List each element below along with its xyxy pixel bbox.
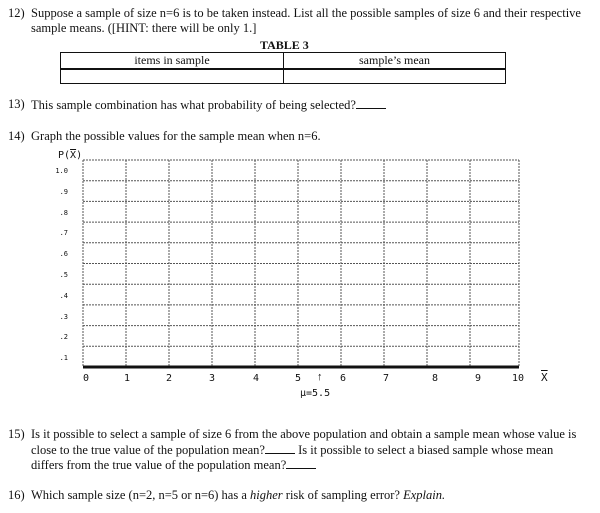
- y-tick-label: .1: [59, 354, 68, 363]
- x-tick-label: 4: [253, 373, 260, 384]
- y-tick-label: .8: [59, 208, 68, 217]
- x-tick-label: 8: [432, 373, 439, 384]
- question-15-line2b: Is it possible to select a biased sample whose mean: [294, 443, 554, 457]
- question-12-number: 12): [8, 6, 25, 20]
- y-tick-label: .9: [59, 187, 68, 196]
- question-16-number: 16): [8, 488, 25, 502]
- question-16-emphasis: higher: [250, 488, 283, 502]
- question-14-number: 14): [8, 129, 25, 143]
- question-15-line3: differs from the true value of the population mean?: [31, 458, 287, 472]
- x-tick-label: 7: [383, 373, 390, 384]
- question-15-line2a: close to the true value of the population mean?: [31, 443, 265, 457]
- question-15-line1: Is it possible to select a sample of size 6 from the above population and obtain a sample mean whose value is: [31, 427, 577, 441]
- y-tick-label: .6: [59, 250, 68, 259]
- answer-blank-15a[interactable]: [265, 442, 295, 454]
- question-16-text-a: Which sample size (n=2, n=5 or n=6) has a: [31, 488, 251, 502]
- y-axis-xbar: $\overline{X}$: [70, 150, 77, 161]
- y-tick-label: .7: [59, 229, 68, 238]
- table-title: TABLE 3: [260, 38, 309, 52]
- x-tick-label: 2: [166, 373, 173, 384]
- question-16: [0, 488, 600, 504]
- table-header-items: items in sample: [134, 53, 210, 67]
- question-15: [0, 427, 600, 475]
- y-tick-label: .3: [59, 312, 68, 321]
- question-15-number: 15): [8, 427, 25, 441]
- x-tick-label: 5: [295, 373, 302, 384]
- x-tick-label: 1: [124, 373, 131, 384]
- question-12-line1: Suppose a sample of size n=6 is to be taken instead. List all the possible samples of size 6 and their respective: [31, 6, 581, 20]
- grid-lines: [83, 160, 519, 367]
- table-header-mean: sample’s mean: [359, 53, 430, 67]
- mu-arrow: ↑: [317, 371, 323, 383]
- x-tick-label: 3: [209, 373, 216, 384]
- mu-label: μ=5.5: [300, 388, 331, 399]
- answer-blank-15b[interactable]: [286, 457, 316, 469]
- x-axis-label: $\overline{X}$: [541, 371, 548, 384]
- question-13-text: This sample combination has what probability of being selected?: [31, 98, 356, 112]
- y-tick-label: .5: [59, 271, 68, 279]
- question-13-number: 13): [8, 97, 25, 111]
- x-tick-label: 10: [512, 373, 525, 384]
- question-14-text: Graph the possible values for the sample mean when n=6.: [31, 129, 321, 143]
- y-axis-label: $P(\overline{X})$: [58, 150, 83, 161]
- question-12-line2: sample means. ([HINT: there will be only 1.]: [31, 21, 257, 35]
- y-tick-label: .4: [59, 291, 68, 300]
- y-tick-label: .2: [59, 333, 68, 342]
- question-16-explain: Explain.: [403, 488, 446, 502]
- question-16-text-b: risk of sampling error?: [282, 488, 404, 502]
- y-tick-label: 1.0: [55, 167, 68, 175]
- x-tick-label: 9: [475, 373, 482, 384]
- x-tick-label: 6: [340, 373, 347, 384]
- x-tick-label: 0: [83, 373, 90, 384]
